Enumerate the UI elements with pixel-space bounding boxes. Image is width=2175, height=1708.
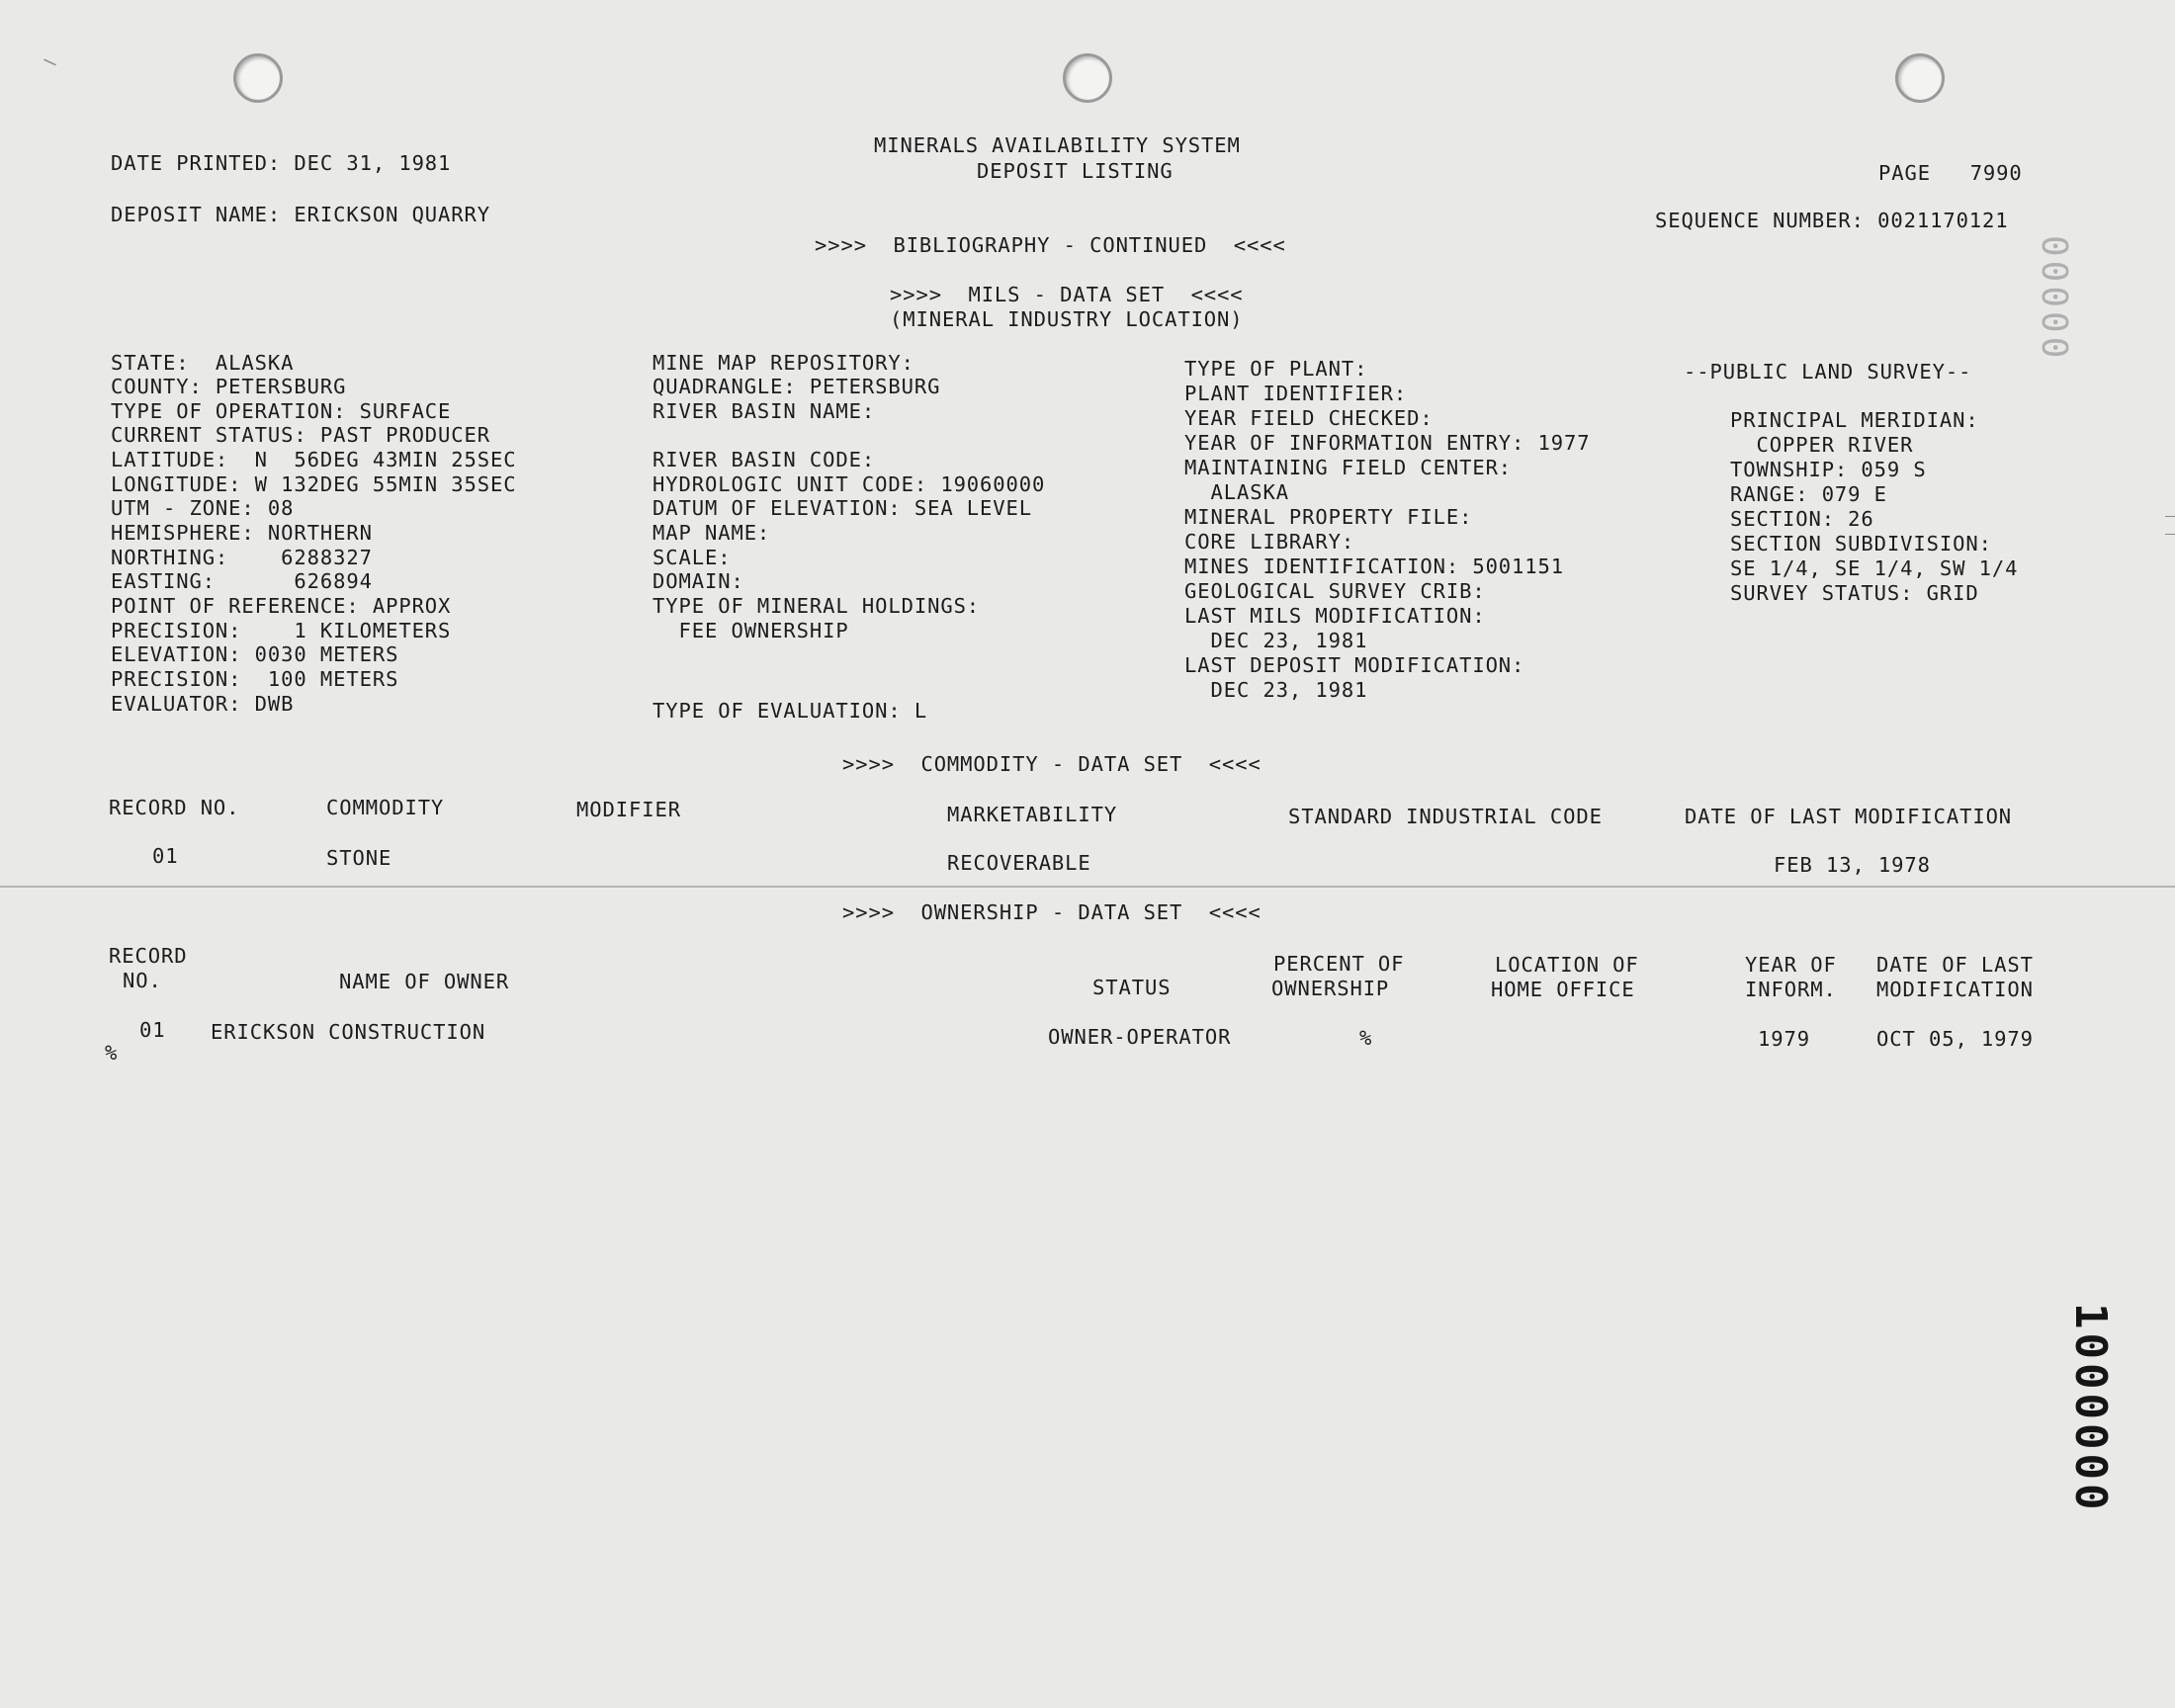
- system-title: MINERALS AVAILABILITY SYSTEM: [874, 133, 1241, 157]
- faint-stamp-number: 00000: [2034, 235, 2074, 363]
- mils-field: TYPE OF PLANT:: [1184, 357, 1368, 381]
- margin-tick: [2165, 534, 2175, 535]
- survey-field: SECTION: 26: [1730, 507, 1874, 531]
- mils-field: MAP NAME:: [652, 521, 771, 545]
- ownership-header-date-2: MODIFICATION: [1876, 978, 2034, 1001]
- mils-field: MINES IDENTIFICATION: 5001151: [1184, 555, 1565, 578]
- mils-field: RIVER BASIN NAME:: [652, 399, 876, 423]
- mils-field: EASTING: 626894: [111, 569, 373, 593]
- listing-title: DEPOSIT LISTING: [977, 159, 1174, 183]
- document-stamp-number: 1000000: [2065, 1303, 2116, 1514]
- ownership-record: 01: [139, 1018, 166, 1042]
- mils-field: POINT OF REFERENCE: APPROX: [111, 594, 452, 618]
- ownership-header-record: RECORD: [109, 944, 188, 968]
- commodity-header-record: RECORD NO.: [109, 796, 240, 819]
- mils-field: DOMAIN:: [652, 569, 744, 593]
- mils-field: HEMISPHERE: NORTHERN: [111, 521, 373, 545]
- mils-field: STATE: ALASKA: [111, 351, 295, 375]
- mils-field: UTM - ZONE: 08: [111, 496, 295, 520]
- survey-field: RANGE: 079 E: [1730, 482, 1887, 506]
- ownership-date: OCT 05, 1979: [1876, 1027, 2034, 1051]
- ownership-header-year-2: INFORM.: [1745, 978, 1837, 1001]
- mils-field: CORE LIBRARY:: [1184, 530, 1355, 554]
- ownership-header-percent: PERCENT OF: [1273, 952, 1405, 976]
- ownership-heading: >>>> OWNERSHIP - DATA SET <<<<: [842, 900, 1262, 924]
- commodity-header-commodity: COMMODITY: [326, 796, 445, 819]
- mils-field: MAINTAINING FIELD CENTER:: [1184, 456, 1513, 479]
- mils-field: COUNTY: PETERSBURG: [111, 375, 347, 398]
- punch-hole-center: [1063, 53, 1112, 103]
- punch-hole-right: [1895, 53, 1945, 103]
- ownership-header-owner: NAME OF OWNER: [339, 970, 510, 993]
- commodity-heading: >>>> COMMODITY - DATA SET <<<<: [842, 752, 1262, 776]
- mils-field: RIVER BASIN CODE:: [652, 448, 876, 471]
- commodity-record: 01: [152, 844, 179, 868]
- mils-field: LONGITUDE: W 132DEG 55MIN 35SEC: [111, 472, 517, 496]
- mils-field: DATUM OF ELEVATION: SEA LEVEL: [652, 496, 1033, 520]
- ownership-header-status: STATUS: [1092, 976, 1172, 999]
- survey-field: SECTION SUBDIVISION:: [1730, 532, 1992, 555]
- survey-field: PRINCIPAL MERIDIAN:: [1730, 408, 1979, 432]
- mils-field: TYPE OF EVALUATION: L: [652, 699, 928, 723]
- ownership-trailer: %: [105, 1041, 119, 1065]
- ownership-header-location-2: HOME OFFICE: [1491, 978, 1635, 1001]
- mils-field: QUADRANGLE: PETERSBURG: [652, 375, 941, 398]
- ownership-year: 1979: [1758, 1027, 1810, 1051]
- page-fold-line: [0, 886, 2175, 888]
- mils-field: ELEVATION: 0030 METERS: [111, 642, 399, 666]
- mils-field: TYPE OF MINERAL HOLDINGS:: [652, 594, 981, 618]
- ownership-header-year: YEAR OF: [1745, 953, 1837, 977]
- bibliography-heading: >>>> BIBLIOGRAPHY - CONTINUED <<<<: [815, 233, 1286, 257]
- punch-hole-left: [233, 53, 283, 103]
- mils-field: DEC 23, 1981: [1184, 678, 1368, 702]
- mils-field: CURRENT STATUS: PAST PRODUCER: [111, 423, 491, 447]
- mils-field: LATITUDE: N 56DEG 43MIN 25SEC: [111, 448, 517, 471]
- commodity-header-sic: STANDARD INDUSTRIAL CODE: [1288, 805, 1603, 828]
- deposit-name: DEPOSIT NAME: ERICKSON QUARRY: [111, 203, 491, 226]
- mils-field: EVALUATOR: DWB: [111, 692, 295, 716]
- mils-field: HYDROLOGIC UNIT CODE: 19060000: [652, 472, 1046, 496]
- survey-field: SURVEY STATUS: GRID: [1730, 581, 1979, 605]
- mils-field: PLANT IDENTIFIER:: [1184, 382, 1408, 405]
- mils-field: NORTHING: 6288327: [111, 546, 373, 569]
- page-number: PAGE 7990: [1878, 161, 2023, 185]
- survey-heading: --PUBLIC LAND SURVEY--: [1684, 360, 1972, 384]
- mils-field: DEC 23, 1981: [1184, 629, 1368, 652]
- ownership-header-location: LOCATION OF: [1495, 953, 1639, 977]
- ownership-owner: ERICKSON CONSTRUCTION: [211, 1020, 486, 1044]
- mils-field: SCALE:: [652, 546, 732, 569]
- mils-field: YEAR OF INFORMATION ENTRY: 1977: [1184, 431, 1591, 455]
- survey-field: COPPER RIVER: [1730, 433, 1914, 457]
- mils-field: LAST MILS MODIFICATION:: [1184, 604, 1486, 628]
- mils-field: GEOLOGICAL SURVEY CRIB:: [1184, 579, 1486, 603]
- mils-field: YEAR FIELD CHECKED:: [1184, 406, 1434, 430]
- ownership-header-record-no: NO.: [123, 969, 162, 992]
- ownership-percent: %: [1359, 1026, 1373, 1050]
- mils-heading: >>>> MILS - DATA SET <<<<: [890, 283, 1244, 306]
- mils-field: MINE MAP REPOSITORY:: [652, 351, 914, 375]
- commodity-header-modifier: MODIFIER: [576, 798, 681, 821]
- date-printed: DATE PRINTED: DEC 31, 1981: [111, 151, 452, 175]
- margin-tick: [2165, 516, 2175, 517]
- mils-field: ALASKA: [1184, 480, 1289, 504]
- mils-subheading: (MINERAL INDUSTRY LOCATION): [890, 307, 1244, 331]
- mils-field: FEE OWNERSHIP: [652, 619, 849, 642]
- survey-field: TOWNSHIP: 059 S: [1730, 458, 1927, 481]
- mils-field: TYPE OF OPERATION: SURFACE: [111, 399, 452, 423]
- sequence-number: SEQUENCE NUMBER: 0021170121: [1655, 209, 2009, 232]
- ownership-header-date: DATE OF LAST: [1876, 953, 2034, 977]
- mils-field: LAST DEPOSIT MODIFICATION:: [1184, 653, 1525, 677]
- commodity-date: FEB 13, 1978: [1774, 853, 1931, 877]
- commodity-marketability: RECOVERABLE: [947, 851, 1091, 875]
- mils-field: PRECISION: 100 METERS: [111, 667, 399, 691]
- commodity-header-marketability: MARKETABILITY: [947, 803, 1118, 826]
- commodity-header-date: DATE OF LAST MODIFICATION: [1685, 805, 2013, 828]
- mils-field: MINERAL PROPERTY FILE:: [1184, 505, 1473, 529]
- survey-field: SE 1/4, SE 1/4, SW 1/4: [1730, 556, 2019, 580]
- commodity-name: STONE: [326, 846, 392, 870]
- ownership-header-percent-2: OWNERSHIP: [1271, 977, 1390, 1000]
- ownership-status: OWNER-OPERATOR: [1048, 1025, 1232, 1049]
- pen-mark: –: [39, 47, 61, 76]
- mils-field: PRECISION: 1 KILOMETERS: [111, 619, 452, 642]
